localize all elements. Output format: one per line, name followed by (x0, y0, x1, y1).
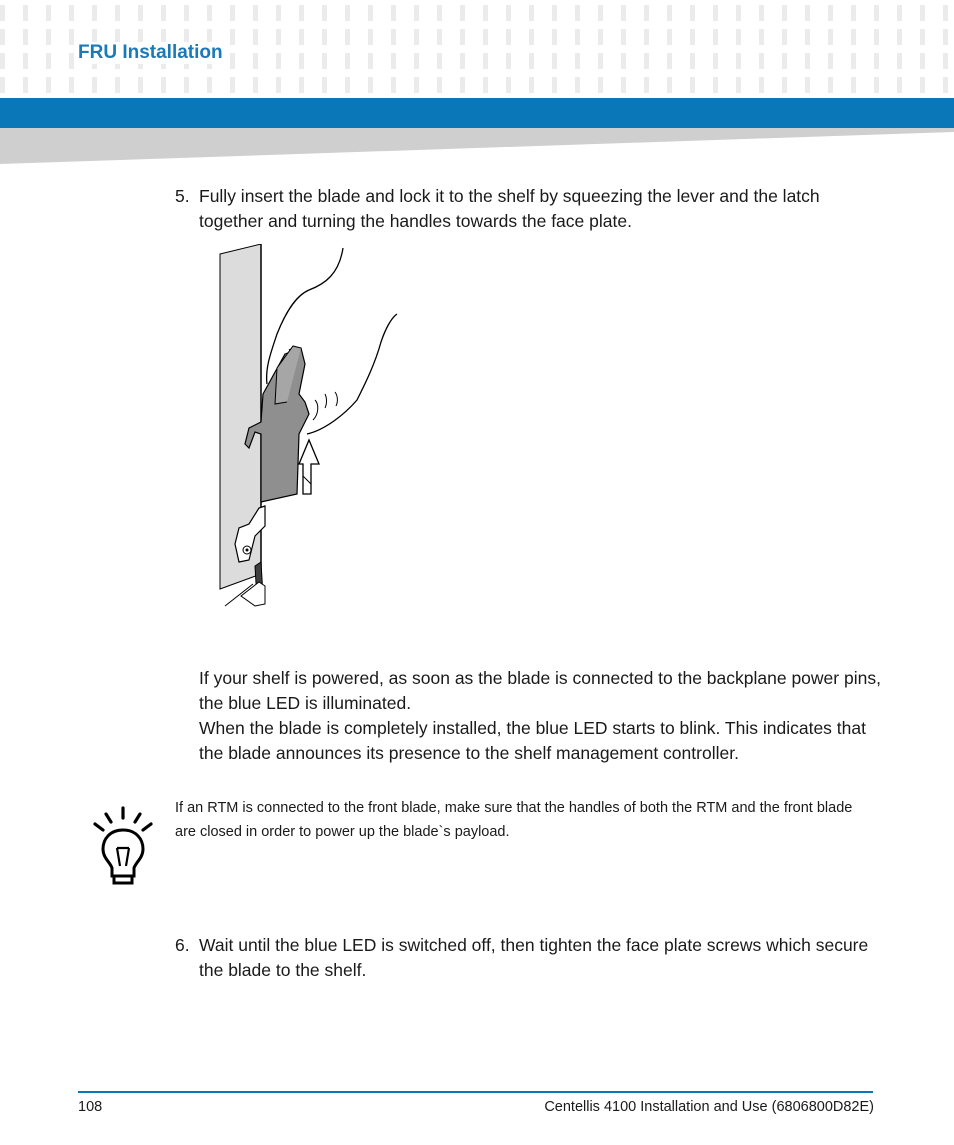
note-text: If an RTM is connected to the front blade, make sure that the handles of both the RTM and the front blade are closed in order to power up the blade`s payload. (175, 800, 853, 840)
header-grey-wedge (0, 128, 954, 164)
footer-rule (78, 1091, 873, 1093)
lightbulb-icon (92, 806, 154, 886)
paragraph-powered-shelf: If your shelf is powered, as soon as the blade is connected to the backplane power pins, the blue LED is illuminated. (199, 668, 881, 713)
header-blue-bar (0, 98, 954, 128)
section-title: FRU Installation (78, 42, 227, 64)
step-number: 5. (175, 186, 190, 206)
step-number: 6. (175, 935, 190, 955)
step-text: Wait until the blue LED is switched off, then tighten the face plate screws which secure the blade to the shelf. (199, 935, 869, 980)
step-text: Fully insert the blade and lock it to the shelf by squeezing the lever and the latch together and turning the handles towards the face plate. (199, 186, 820, 231)
page-number: 108 (78, 1099, 103, 1115)
paragraph-led-blink: When the blade is completely installed, the blue LED starts to blink. This indicates that the blade announces its presence to the shelf management controller. (199, 718, 866, 763)
document-reference: Centellis 4100 Installation and Use (6806800D82E) (544, 1099, 874, 1115)
blade-insertion-illustration (215, 244, 405, 616)
